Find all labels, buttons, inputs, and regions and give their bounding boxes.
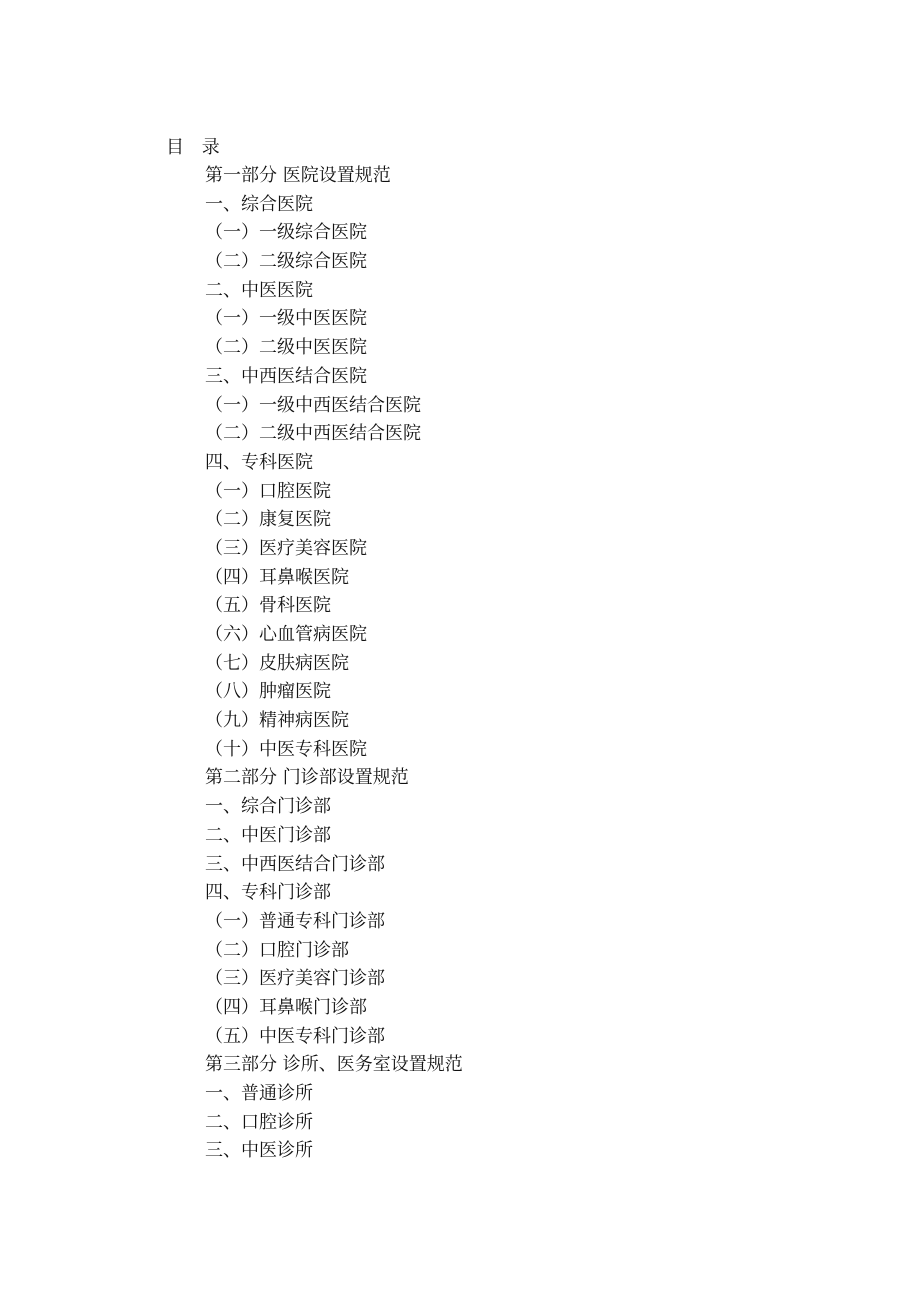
toc-subsection[interactable]: （一）一级中西医结合医院 [205, 394, 421, 416]
toc-section[interactable]: 二、中医医院 [205, 279, 313, 301]
toc-section[interactable]: 四、专科门诊部 [205, 882, 331, 904]
toc-subsection[interactable]: （二）二级综合医院 [205, 251, 367, 273]
toc-subsection[interactable]: （一）一级中医医院 [205, 308, 367, 330]
toc-section[interactable]: 二、口腔诊所 [205, 1111, 313, 1133]
toc-part-heading[interactable]: 第二部分 门诊部设置规范 [205, 767, 409, 789]
toc-subsection[interactable]: （四）耳鼻喉门诊部 [205, 996, 367, 1018]
toc-subsection[interactable]: （三）医疗美容门诊部 [205, 968, 385, 990]
toc-subsection[interactable]: （六）心血管病医院 [205, 624, 367, 645]
toc-part-heading[interactable]: 第一部分 医院设置规范 [205, 165, 391, 186]
toc-subsection[interactable]: （十）中医专科医院 [205, 738, 367, 760]
toc-subsection[interactable]: （九）精神病医院 [205, 710, 349, 732]
toc-section[interactable]: 一、综合门诊部 [205, 796, 331, 818]
toc-subsection[interactable]: （五）骨科医院 [205, 595, 331, 617]
toc-subsection[interactable]: （四）耳鼻喉医院 [205, 566, 349, 588]
toc-subsection[interactable]: （一）口腔医院 [205, 480, 331, 502]
toc-subsection[interactable]: （二）口腔门诊部 [205, 939, 349, 961]
toc-subsection[interactable]: （一）一级综合医院 [205, 222, 367, 244]
toc-subsection[interactable]: （八）肿瘤医院 [205, 681, 331, 703]
toc-subsection[interactable]: （一）普通专科门诊部 [205, 910, 385, 932]
toc-section[interactable]: 三、中西医结合医院 [205, 365, 367, 387]
toc-section[interactable]: 三、中医诊所 [205, 1140, 313, 1162]
toc-subsection[interactable]: （二）康复医院 [205, 509, 331, 531]
toc-section[interactable]: 三、中西医结合门诊部 [205, 853, 385, 875]
toc-section[interactable]: 一、综合医院 [205, 193, 313, 215]
toc-list [205, 162, 463, 1166]
toc-subsection[interactable]: （七）皮肤病医院 [205, 652, 349, 674]
toc-subsection[interactable]: （二）二级中西医结合医院 [205, 423, 421, 445]
toc-subsection[interactable]: （三）医疗美容医院 [205, 537, 367, 559]
toc-subsection[interactable]: （五）中医专科门诊部 [205, 1025, 385, 1047]
toc-title: 目 录 [166, 137, 226, 158]
toc-subsection[interactable]: （二）二级中医医院 [205, 337, 367, 359]
toc-section[interactable]: 四、专科医院 [205, 451, 313, 473]
toc-section[interactable]: 二、中医门诊部 [205, 824, 331, 846]
toc-part-heading[interactable]: 第三部分 诊所、医务室设置规范 [205, 1054, 463, 1076]
toc-section[interactable]: 一、普通诊所 [205, 1083, 313, 1104]
